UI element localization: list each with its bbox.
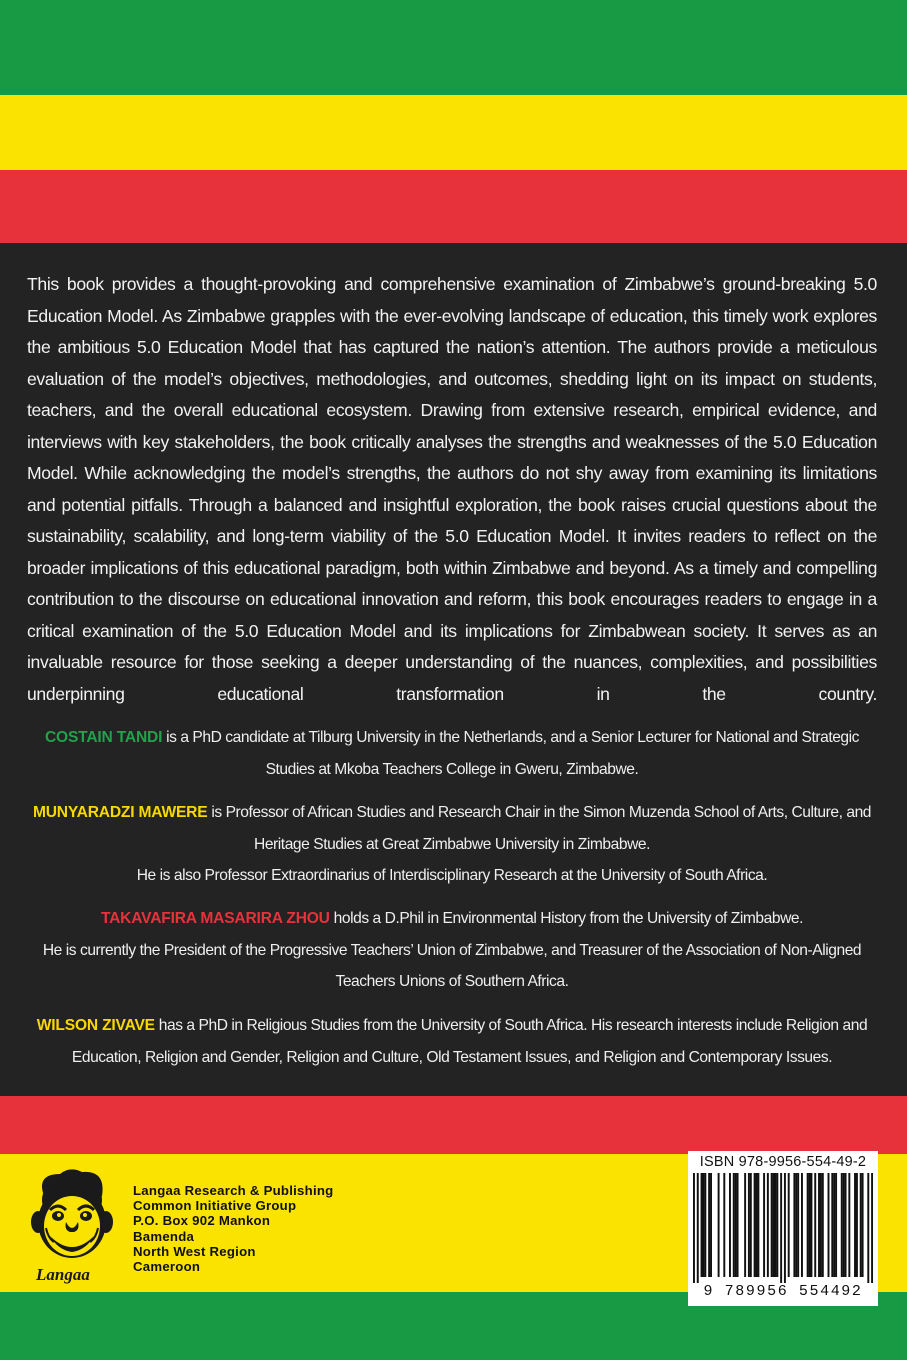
- publisher-line: Langaa Research & Publishing: [133, 1183, 334, 1198]
- barcode-bar: [693, 1173, 695, 1283]
- barcode-bar: [704, 1173, 706, 1277]
- barcode-bar: [718, 1173, 720, 1277]
- barcode-bar: [701, 1173, 703, 1277]
- logo-wordmark: Langaa: [36, 1265, 90, 1284]
- barcode-bar: [828, 1173, 830, 1277]
- barcode-bar: [754, 1173, 756, 1277]
- barcode-bar: [860, 1173, 862, 1277]
- barcode-bar: [767, 1173, 769, 1277]
- barcode-bar: [793, 1173, 795, 1277]
- isbn-barcode: [688, 1151, 878, 1306]
- author-name: MUNYARADZI MAWERE: [32, 804, 208, 821]
- author-bio-text: is a PhD candidate at Tilburg University in the Netherlands, and a Senior Lecturer for National and Strategic Studies at Mkoba Teachers College in Gweru, Zimbabwe.: [162, 729, 860, 778]
- top-green-stripe: [0, 0, 907, 95]
- author-bio-zivave: [24, 1010, 880, 1073]
- barcode-bar: [795, 1173, 797, 1277]
- barcode-bar: [843, 1173, 845, 1277]
- langaa-face-icon: [30, 1166, 120, 1284]
- barcode-bar: [831, 1173, 833, 1277]
- author-bio-text: has a PhD in Religious Studies from the University of South Africa. His research interests include Religion and Education, Religion and Gender, Religion and Culture, Old Testament Issues, and Religion and Contemporary Issues.: [71, 1017, 868, 1066]
- barcode-bar: [735, 1173, 737, 1277]
- isbn-label: ISBN 978-9956-554-49-2: [699, 1154, 867, 1170]
- barcode-bar: [773, 1173, 775, 1277]
- author-bio-text: holds a D.Phil in Environmental History from the University of Zimbabwe.: [329, 910, 804, 927]
- barcode-bar: [801, 1173, 803, 1277]
- bottom-red-stripe: [0, 1096, 907, 1154]
- barcode-bar: [757, 1173, 759, 1277]
- barcode-bar: [797, 1173, 799, 1277]
- author-bio-tandi: [24, 722, 880, 785]
- publisher-line: Cameroon: [133, 1259, 201, 1275]
- barcode-bar: [763, 1173, 765, 1277]
- barcode-bar: [776, 1173, 778, 1277]
- barcode-bar: [708, 1173, 710, 1277]
- barcode-bar: [710, 1173, 712, 1277]
- barcode-bar: [871, 1173, 873, 1283]
- author-bio-text: is Professor of African Studies and Research Chair in the Simon Muzenda School of Arts, Culture, and Heritage Studies at Great Zimbabwe University in Zimbabwe.: [207, 804, 872, 853]
- publisher-line: Common Initiative Group: [133, 1198, 297, 1214]
- author-bio-zhou: [24, 903, 880, 998]
- author-name: WILSON ZIVAVE: [36, 1017, 155, 1034]
- barcode-bar: [820, 1173, 822, 1277]
- barcode-bar: [729, 1173, 731, 1277]
- barcode-bar: [810, 1173, 812, 1277]
- publisher-line: P.O. Box 902 Mankon: [133, 1213, 271, 1229]
- barcode-bar: [835, 1173, 837, 1277]
- barcode-bar: [733, 1173, 735, 1277]
- publisher-line: Bamenda: [133, 1228, 195, 1244]
- barcode-bar: [841, 1173, 843, 1277]
- author-name: COSTAIN TANDI: [44, 729, 163, 746]
- barcode-bar: [833, 1173, 835, 1277]
- book-description: This book provides a thought-provoking and comprehensive examination of Zimbabwe’s ground-breaking 5.0 Education Model. As Zimbabwe grapples with the ever-evolving landscape of education, this timely work explores the ambitious 5.0 Education Model that has captured the nation’s attention. The authors provide a meticulous evaluation of the model’s objectives, methodologies, and outcomes, shedding light on its impact on students, teachers, and the overall educational ecosystem. Drawing from extensive research, empirical evidence, and interviews with key stakeholders, the book critically analyses the strengths and weaknesses of the 5.0 Education Model. While acknowledging the model’s strengths, the authors do not shy away from examining its limitations and potential pitfalls. Through a balanced and insightful exploration, the book raises crucial questions about the sustainability, scalability, and long-term viability of the 5.0 Education Model. It invites readers to reflect on the broader implications of this educational paradigm, both within Zimbabwe and beyond. As a timely and compelling contribution to the discourse on educational innovation and reform, this book encourages readers to engage in a critical examination of the 5.0 Education Model and its implications for Zimbabwean society. It serves as an invaluable resource for those seeking a deeper understanding of the nuances, complexities, and possibilities underpinning educational transformation in the country.: [27, 274, 877, 704]
- barcode-bar: [818, 1173, 820, 1277]
- barcode-bar: [737, 1173, 739, 1277]
- barcode-bar: [807, 1173, 809, 1277]
- author-name: TAKAVAFIRA MASARIRA ZHOU: [100, 910, 330, 927]
- barcode-bar: [702, 1173, 704, 1277]
- barcode-bar: [854, 1173, 856, 1277]
- author-bio-text: He is currently the President of the Progressive Teachers’ Union of Zimbabwe, and Treasurer of the Association of Non-Aligned Teachers Unions of Southern Africa.: [42, 941, 862, 990]
- isbn-digits: 9 789956 554492: [703, 1283, 863, 1300]
- barcode-bar: [784, 1173, 786, 1283]
- author-bio-text: He is also Professor Extraordinarius of Interdisciplinary Research at the University of South Africa.: [136, 867, 768, 884]
- barcode-bar: [845, 1173, 847, 1277]
- barcode-bar: [814, 1173, 816, 1277]
- barcode-bar: [771, 1173, 773, 1277]
- barcode-bar: [723, 1173, 725, 1277]
- barcode-bar: [848, 1173, 850, 1277]
- barcode-bar: [862, 1173, 864, 1277]
- top-yellow-stripe: [0, 95, 907, 170]
- publisher-address: [133, 1183, 333, 1274]
- barcode-bar: [748, 1173, 750, 1277]
- barcode-bar: [774, 1173, 776, 1277]
- barcode-bar: [744, 1173, 746, 1277]
- barcode-bar: [788, 1173, 790, 1277]
- barcode-bar: [780, 1173, 782, 1283]
- publisher-line: North West Region: [133, 1243, 256, 1259]
- author-bio-mawere: [24, 797, 880, 892]
- top-red-stripe: [0, 170, 907, 243]
- barcode-bars: [693, 1173, 873, 1283]
- barcode-bar: [697, 1173, 699, 1283]
- langaa-logo: [30, 1166, 120, 1284]
- barcode-bar: [856, 1173, 858, 1277]
- barcode-bar: [750, 1173, 752, 1277]
- barcode-bar: [809, 1173, 811, 1277]
- barcode-bar: [867, 1173, 869, 1283]
- barcode-bar: [822, 1173, 824, 1277]
- barcode-bar: [756, 1173, 758, 1277]
